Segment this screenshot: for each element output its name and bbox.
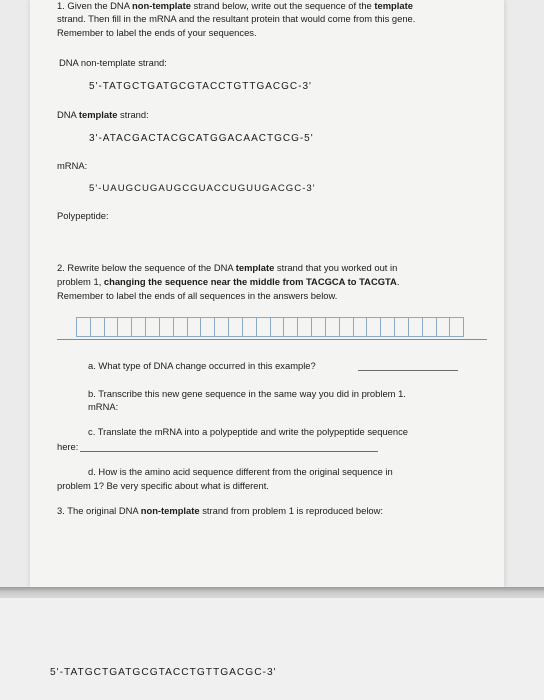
q2a-question: a. What type of DNA change occurred in this example? xyxy=(88,360,316,371)
q2c-answer-line[interactable] xyxy=(80,451,378,452)
grid-cell[interactable] xyxy=(284,318,298,336)
grid-cell[interactable] xyxy=(340,318,354,336)
q2d-question-line2: problem 1? Be very specific about what is different. xyxy=(57,480,269,491)
sequence-answer-grid[interactable] xyxy=(76,317,464,337)
mrna-sequence: 5'-UAUGCUGAUGCGUACCUGUUGACGC-3' xyxy=(89,183,316,194)
page-divider xyxy=(0,587,544,598)
q3-nontemplate-sequence: 5'-TATGCTGATGCGTACCTGTTGACGC-3' xyxy=(50,667,277,678)
q2b-question-line1: b. Transcribe this new gene sequence in the same way you did in problem 1. xyxy=(88,388,406,399)
q1-instructions-line1 xyxy=(57,0,413,12)
q2d-question-line1: d. How is the amino acid sequence different from the original sequence in xyxy=(88,466,393,477)
grid-cell[interactable] xyxy=(437,318,451,336)
grid-cell[interactable] xyxy=(450,318,463,336)
grid-cell[interactable] xyxy=(132,318,146,336)
grid-cell[interactable] xyxy=(77,318,91,336)
grid-cell[interactable] xyxy=(298,318,312,336)
q3-bold: non-template xyxy=(140,505,200,516)
template-label xyxy=(57,109,149,121)
q1-instructions-line3: Remember to label the ends of your sequences. xyxy=(57,27,257,38)
q2-text: 2. Rewrite below the sequence of the DNA xyxy=(57,262,236,273)
grid-cell[interactable] xyxy=(160,318,174,336)
grid-cell[interactable] xyxy=(395,318,409,336)
q2-instructions-line3: Remember to label the ends of all sequences in the answers below. xyxy=(57,290,338,301)
grid-cell[interactable] xyxy=(201,318,215,336)
q2-bold: changing the sequence near the middle from TACGCA to TACGTA xyxy=(103,276,397,287)
nontemplate-label: DNA non-template strand: xyxy=(59,57,167,68)
mrna-label: mRNA: xyxy=(57,160,88,171)
q2c-here-label: here: xyxy=(57,441,79,452)
q2-instructions-line1 xyxy=(57,262,397,274)
grid-cell[interactable] xyxy=(409,318,423,336)
q1-bold: non-template xyxy=(132,0,191,11)
q2-text: problem 1, xyxy=(57,276,104,287)
q1-instructions-line2: strand. Then fill in the mRNA and the resultant protein that would come from this gene. xyxy=(57,13,416,24)
q3-text: strand from problem 1 is reproduced below: xyxy=(199,505,384,516)
grid-cell[interactable] xyxy=(257,318,271,336)
q1-text: strand below, write out the sequence of the xyxy=(190,0,375,11)
grid-cell[interactable] xyxy=(105,318,119,336)
grid-cell[interactable] xyxy=(312,318,326,336)
template-label-text: DNA xyxy=(57,109,79,120)
q1-text: 1. Given the DNA xyxy=(57,0,133,11)
q2c-question-line1: c. Translate the mRNA into a polypeptide and write the polypeptide sequence xyxy=(88,426,408,437)
q3-instructions xyxy=(57,505,383,517)
grid-cell[interactable] xyxy=(91,318,105,336)
q2-text: . xyxy=(396,276,400,287)
grid-baseline xyxy=(57,339,487,340)
nontemplate-sequence: 5'-TATGCTGATGCGTACCTGTTGACGC-3' xyxy=(89,81,312,92)
grid-cell[interactable] xyxy=(188,318,202,336)
q3-text: 3. The original DNA xyxy=(57,505,141,516)
q2-text: strand that you worked out in xyxy=(274,262,398,273)
template-label-text: strand: xyxy=(117,109,149,120)
grid-cell[interactable] xyxy=(229,318,243,336)
grid-cell[interactable] xyxy=(118,318,132,336)
q2a-answer-line[interactable] xyxy=(358,370,458,371)
grid-cell[interactable] xyxy=(146,318,160,336)
grid-cell[interactable] xyxy=(326,318,340,336)
polypeptide-label: Polypeptide: xyxy=(57,210,109,221)
grid-cell[interactable] xyxy=(215,318,229,336)
grid-cell[interactable] xyxy=(174,318,188,336)
q2-bold: template xyxy=(235,262,275,273)
grid-cell[interactable] xyxy=(423,318,437,336)
grid-cell[interactable] xyxy=(381,318,395,336)
worksheet-page-2 xyxy=(0,598,544,700)
grid-cell[interactable] xyxy=(271,318,285,336)
template-label-bold: template xyxy=(78,109,118,120)
q2-instructions-line2 xyxy=(57,276,399,288)
grid-cell[interactable] xyxy=(367,318,381,336)
template-sequence: 3'-ATACGACTACGCATGGACAACTGCG-5' xyxy=(89,133,314,144)
q1-bold: template xyxy=(374,0,413,11)
grid-cell[interactable] xyxy=(243,318,257,336)
q2b-question-line2: mRNA: xyxy=(88,401,119,412)
grid-cell[interactable] xyxy=(354,318,368,336)
